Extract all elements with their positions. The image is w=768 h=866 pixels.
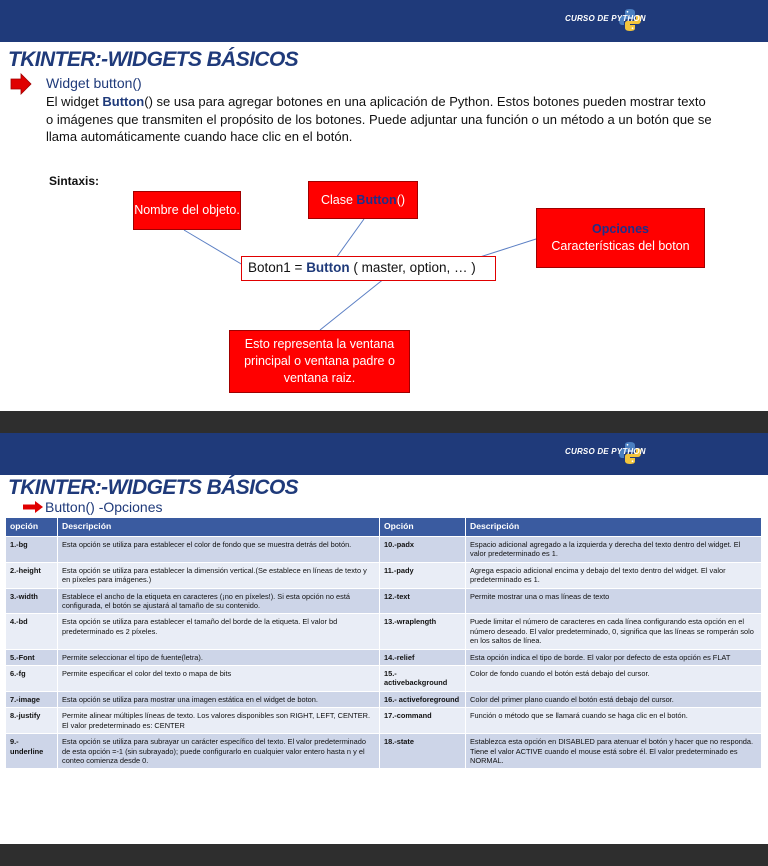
header-description-1: Descripción [58,518,380,537]
option-name: 9.- underline [6,734,58,769]
table-row [6,588,762,614]
option-name: 1.-bg [6,537,58,563]
slide-title: TKINTER:-WIDGETS BÁSICOS [8,48,299,71]
option-name: 17.-command [380,708,466,734]
table-row [6,614,762,649]
callout-object-name [133,191,241,230]
callout-class-text: Clase Button() [320,192,406,207]
callout-master [229,330,410,393]
option-description: Esta opción se utiliza para establecer la dimensión vertical.(Se establece en líneas de texto y en píxeles para imágenes.) [58,562,380,588]
header-bar [0,433,768,475]
option-name: 14.-relief [380,649,466,665]
option-name: 6.-fg [6,666,58,692]
option-name: 13.-wraplength [380,614,466,649]
option-name: 16.- activeforeground [380,691,466,707]
option-description: Puede limitar el número de caracteres en cada línea configurando esta opción en el número deseado. El valor predeterminado, 0, significa que las líneas se romperán solo en los saltos de línea. [466,614,762,649]
option-description: Esta opción indica el tipo de borde. El valor por defecto de esta opción es FLAT [466,649,762,665]
option-name: 15.- activebackground [380,666,466,692]
option-description: Color de fondo cuando el botón está debajo del cursor. [466,666,762,692]
option-description: Permite alinear múltiples líneas de texto. Los valores disponibles son RIGHT, LEFT, CENTER. El valor predeterminado es: CENTER [58,708,380,734]
option-description: Color del primer plano cuando el botón está debajo del cursor. [466,691,762,707]
header-option-2: Opción [380,518,466,537]
option-name: 12.-text [380,588,466,614]
option-description: Establezca esta opción en DISABLED para atenuar el botón y hacer que no responda. Tiene el valor ACTIVE cuando el mouse está sobre él. El valor predeterminado es NORMAL. [466,734,762,769]
header-description-2: Descripción [466,518,762,537]
option-name: 11.-pady [380,562,466,588]
slide-widget-button [0,0,768,411]
table-header-row [6,518,762,537]
option-name: 2.-height [6,562,58,588]
brand-text: CURSO DE PYTHON [565,447,646,456]
option-description: Establece el ancho de la etiqueta en caracteres (¡no en píxeles!). Si esta opción no está configurada, el botón se ajustará al tamaño de su contenido. [58,588,380,614]
option-description: Esta opción se utiliza para establecer el color de fondo que se muestra detrás del botón. [58,537,380,563]
option-description: Agrega espacio adicional encima y debajo del texto dentro del widget. El valor predeterminado es 1. [466,562,762,588]
option-name: 4.-bd [6,614,58,649]
option-description: Esta opción se utiliza para establecer el tamaño del borde de la etiqueta. El valor bd predeterminado es 2 píxeles. [58,614,380,649]
option-name: 7.-image [6,691,58,707]
slide-separator [0,411,768,433]
description-paragraph: El widget Button() se usa para agregar botones en una aplicación de Python. Estos botones pueden mostrar texto o imágenes que transmiten el propósito de los botones. Puede adjuntar una función o un método a un botón que se llama automáticamente cuando hace clic en el botón. [46,94,712,144]
callout-object-name-text: Nombre del objeto. [134,203,240,217]
option-name: 10.-padx [380,537,466,563]
table-row [6,734,762,769]
option-description: Esta opción se utiliza para subrayar un carácter específico del texto. El valor predeterminado de esta opción =-1 (sin subrayado); puede configurarlo en cualquier valor entero hasta n y el conteo comienza desde 0. [58,734,380,769]
brand-text: CURSO DE PYTHON [565,14,646,23]
options-table [6,518,762,768]
option-name: 3.-width [6,588,58,614]
slide-title: TKINTER:-WIDGETS BÁSICOS [8,476,299,499]
section-subtitle: Widget button() [46,75,142,91]
option-name: 5.-Font [6,649,58,665]
option-description: Función o método que se llamará cuando se haga clic en el botón. [466,708,762,734]
table-row [6,666,762,692]
header-option-1: opción [6,518,58,537]
section-subtitle: Button() -Opciones [45,499,163,515]
callout-options-title: Opciones [592,222,649,236]
slide-button-options [0,433,768,844]
option-description: Permite especificar el color del texto o mapa de bits [58,666,380,692]
option-name: 8.-justify [6,708,58,734]
callout-options [536,208,705,268]
option-description: Esta opción se utiliza para mostrar una imagen estática en el widget de boton. [58,691,380,707]
arrow-right-icon [23,501,43,513]
table-row [6,649,762,665]
syntax-code: Boton1 = Button ( master, option, … ) [241,256,496,281]
table-row [6,537,762,563]
option-description: Permite seleccionar el tipo de fuente(letra). [58,649,380,665]
syntax-label: Sintaxis: [49,174,100,188]
table-row [6,691,762,707]
table-row [6,562,762,588]
option-description: Espacio adicional agregado a la izquierda y derecha del texto dentro del widget. El valor predeterminado es 1. [466,537,762,563]
table-row [6,708,762,734]
option-name: 18.-state [380,734,466,769]
slide-separator-bottom [0,844,768,866]
callout-master-text: Esto representa la ventana principal o ventana padre o ventana raiz. [244,337,395,385]
option-description: Permite mostrar una o mas líneas de texto [466,588,762,614]
callout-class [308,181,418,219]
callout-options-text: Características del boton [551,239,690,253]
